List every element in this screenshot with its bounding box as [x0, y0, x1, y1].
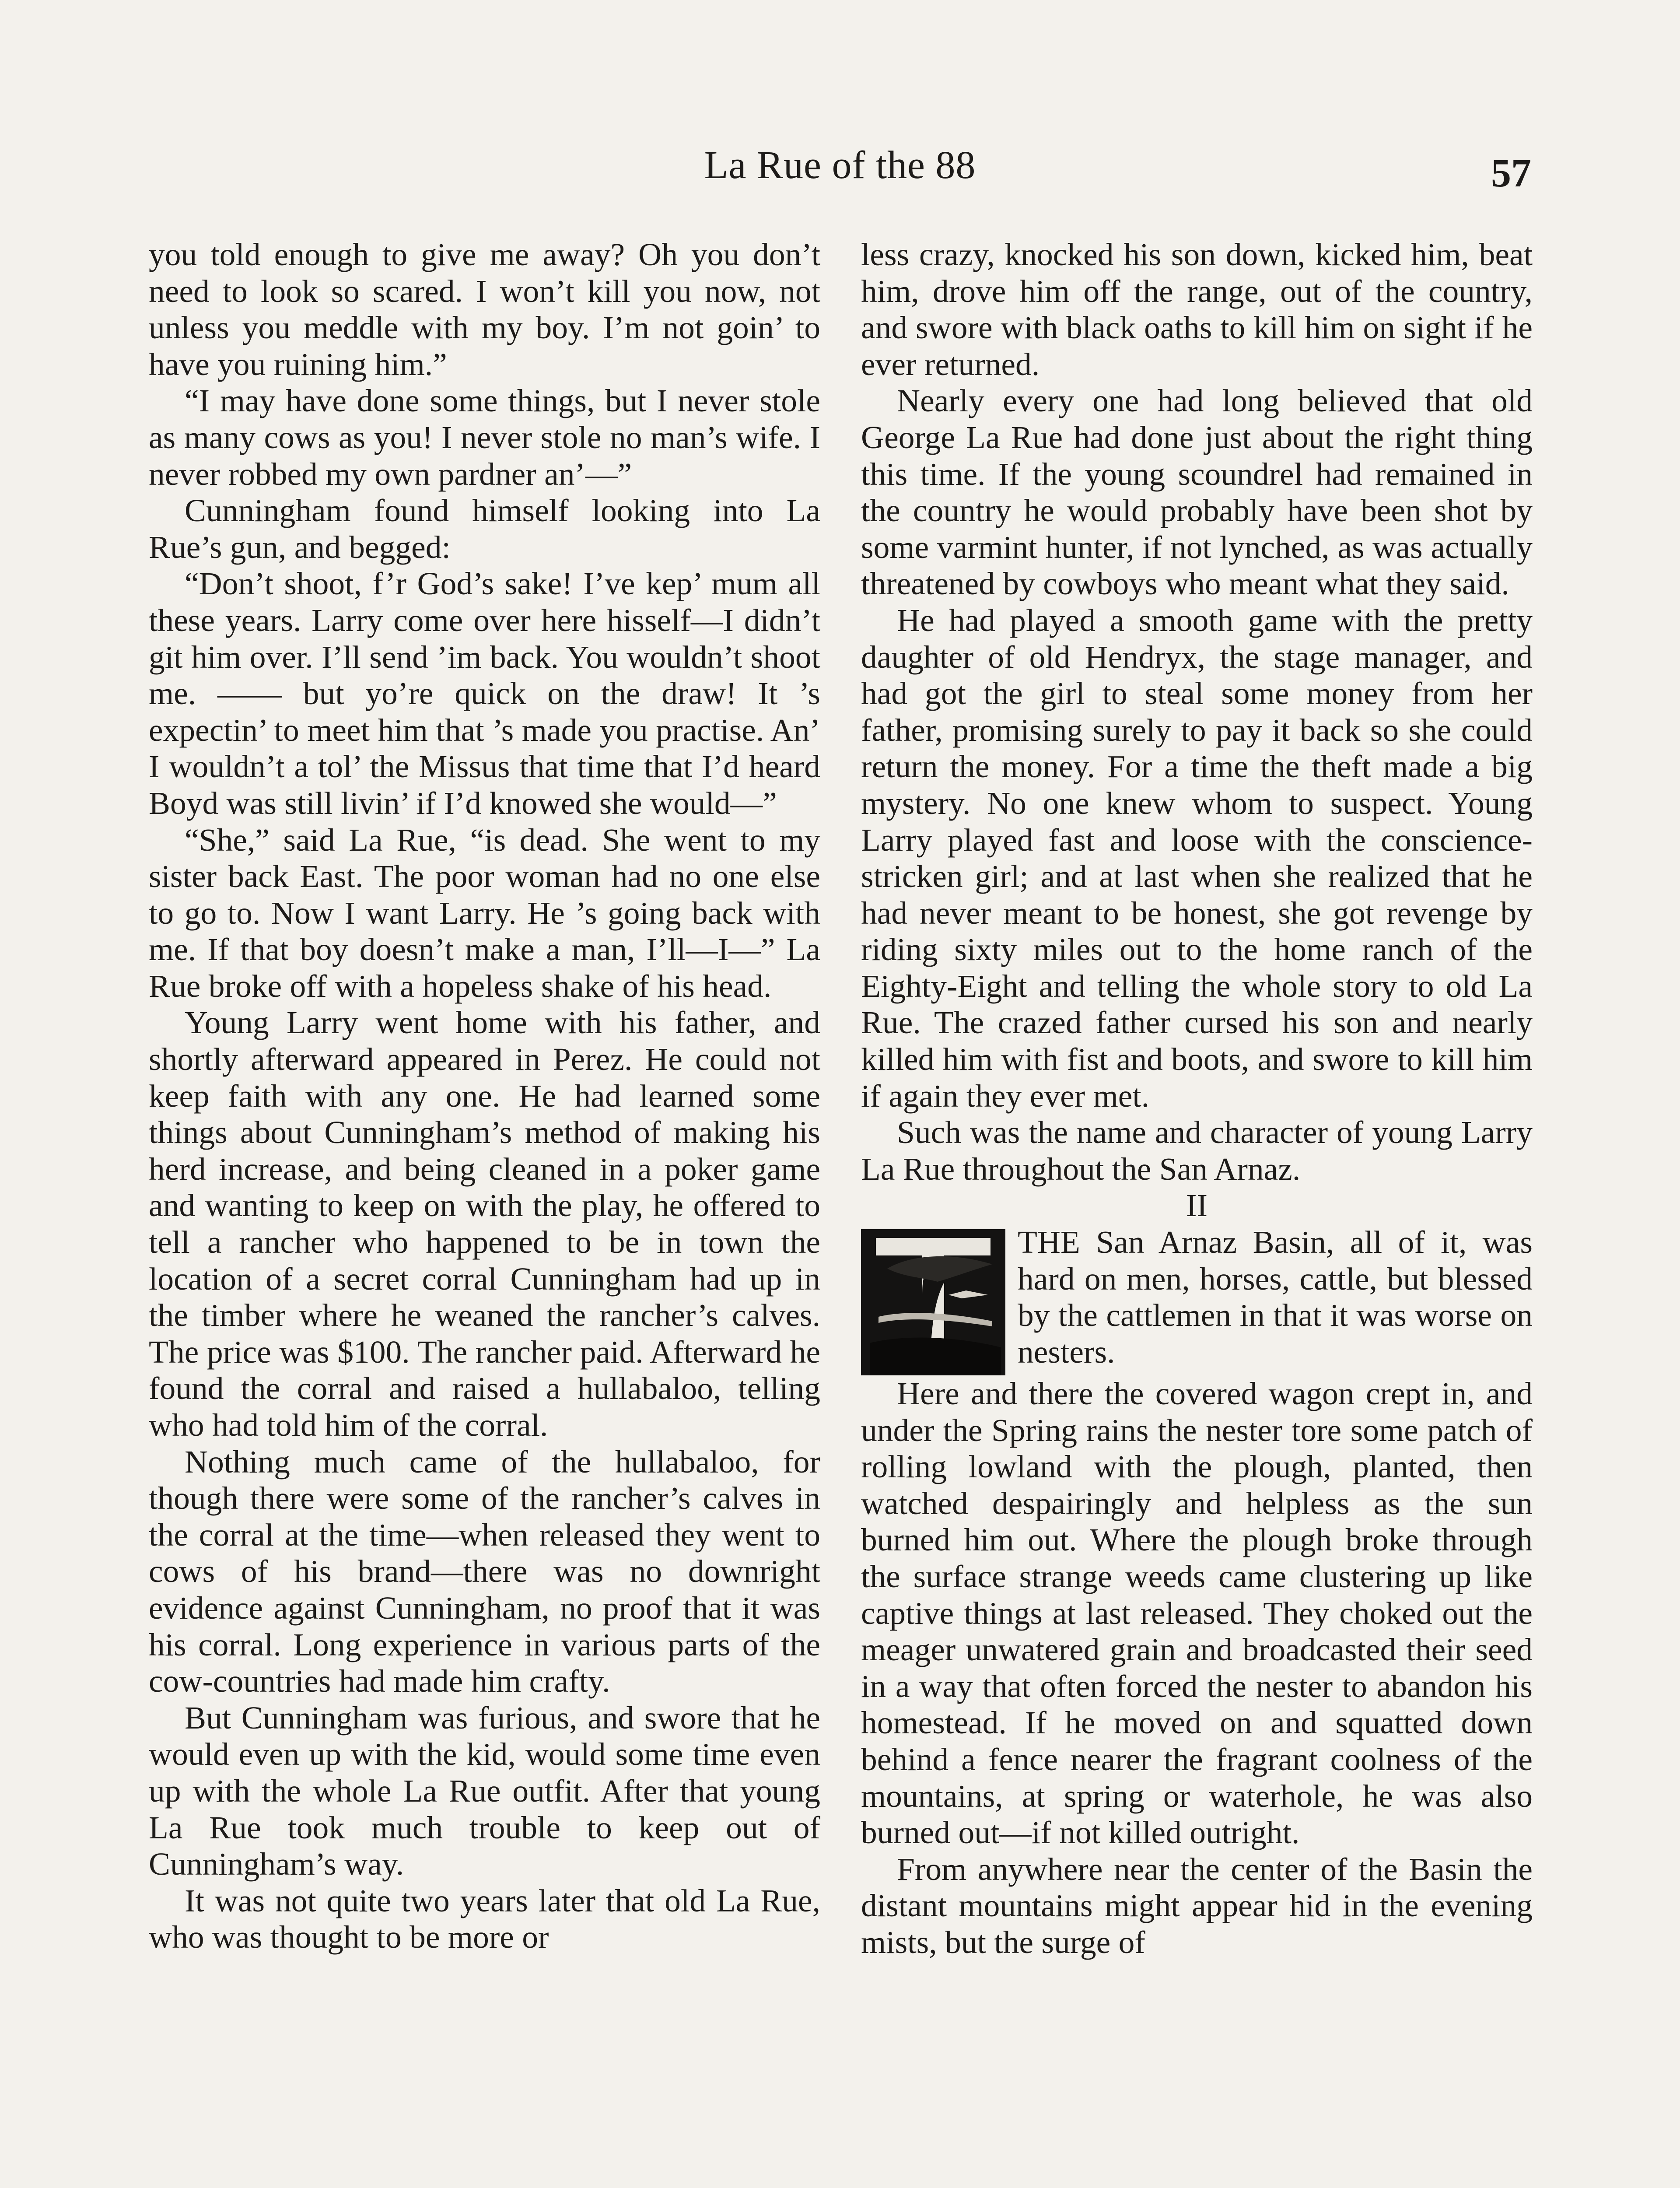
paragraph: From anywhere near the center of the Basin the distant mountains might appear hid in the evening mists, but the surge of: [861, 1851, 1533, 1960]
page-number: 57: [1491, 151, 1531, 195]
paragraph: But Cunningham was furious, and swore that he would even up with the kid, would some time even up with the whole La Rue outfit. After that young La Rue took much trouble to keep out of Cunningham’s way.: [149, 1700, 820, 1882]
section-opening-text: THE San Arnaz Basin, all of it, was hard on men, horses, cattle, but blessed by the cattlemen in that it was worse on nesters.: [1018, 1224, 1533, 1370]
paragraph: Nothing much came of the hullabaloo, for though there were some of the rancher’s calves in the corral at the time—when released they went to cows of his brand—there was no downright evidence against Cunningham, no proof that it was his corral. Long experience in various parts of the cow-countries had made him crafty.: [149, 1444, 820, 1699]
paragraph: Cunningham found himself looking into La Rue’s gun, and begged:: [149, 493, 820, 565]
running-title: La Rue of the 88: [704, 144, 976, 187]
section-number: II: [1186, 1188, 1208, 1224]
paragraph: Here and there the covered wagon crept in, and under the Spring rains the nester tore some patch of rolling lowland with the plough, planted, then watched despairingly and helpless as the sun burned him out. Where the plough broke through the surface strange weeds came clustering up like captive things at last released. They choked out the meager unwatered grain and broadcasted their seed in a way that often forced the nester to abandon his homestead. If he moved on and squatted down behind a fence nearer the fragrant coolness of the mountains, at spring or waterhole, he was also burned out—if not killed outright.: [861, 1376, 1533, 1851]
paragraph: He had played a smooth game with the pretty daughter of old Hendryx, the stage manager, and had got the girl to steal some money from her father, promising surely to pay it back so she could return the money. For a time the theft made a big mystery. No one knew whom to suspect. Young Larry played fast and loose with the conscience-stricken girl; and at last when she realized that he had never meant to be honest, she got revenge by riding sixty miles out to the home ranch of the Eighty-Eight and telling the whole story to old La Rue. The crazed father cursed his son and nearly killed him with fist and boots, and swore to kill him if again they ever met.: [861, 602, 1533, 1114]
paragraph: It was not quite two years later that old La Rue, who was thought to be more or: [149, 1883, 820, 1955]
illustrated-dropcap-t: [861, 1229, 1005, 1375]
paragraph: Such was the name and character of young Larry La Rue throughout the San Arnaz.: [861, 1115, 1533, 1187]
left-column: [149, 236, 820, 1956]
paragraph: less crazy, knocked his son down, kicked him, beat him, drove him off the range, out of the country, and swore with black oaths to kill him on sight if he ever returned.: [861, 237, 1533, 382]
paragraph: Young Larry went home with his father, and shortly afterward appeared in Perez. He could not keep faith with any one. He had learned some things about Cunningham’s method of making his herd increase, and being cleaned in a poker game and wanting to keep on with the play, he offered to tell a rancher who happened to be in town the location of a secret corral Cunningham had up in the timber where he weaned the rancher’s calves. The price was $100. The rancher paid. Afterward he found the corral and raised a hullabaloo, telling who had told him of the corral.: [149, 1005, 820, 1443]
paragraph: “She,” said La Rue, “is dead. She went to my sister back East. The poor woman had no one else to go to. Now I want Larry. He ’s going back with me. If that boy doesn’t make a man, I’ll—I—” La Rue broke off with a hopeless shake of his head.: [149, 822, 820, 1004]
paragraph: “I may have done some things, but I never stole as many cows as you! I never stole no man’s wife. I never robbed my own pardner an’—”: [149, 383, 820, 492]
paragraph: “Don’t shoot, f’r God’s sake! I’ve kep’ mum all these years. Larry come over here hisself—I didn’t git him over. I’ll send ’im back. You wouldn’t shoot me. —— but yo’re quick on the draw! It ’s expectin’ to meet him that ’s made you practise. An’ I wouldn’t a tol’ the Missus that time that I’d heard Boyd was still livin’ if I’d knowed she would—”: [149, 566, 820, 821]
paragraph: you told enough to give me away? Oh you don’t need to look so scared. I won’t kill you now, not unless you meddle with my boy. I’m not goin’ to have you ruining him.”: [149, 237, 820, 382]
section-opening: [861, 1224, 1533, 1375]
paragraph: Nearly every one had long believed that old George La Rue had done just about the right thing this time. If the young scoundrel had remained in the country he would probably have been shot by some varmint hunter, if not lynched, as was actually threatened by cowboys who meant what they said.: [861, 383, 1533, 602]
running-head: [149, 139, 1531, 196]
right-column: [861, 236, 1533, 1961]
woodcut-tree-icon: [861, 1229, 1005, 1375]
